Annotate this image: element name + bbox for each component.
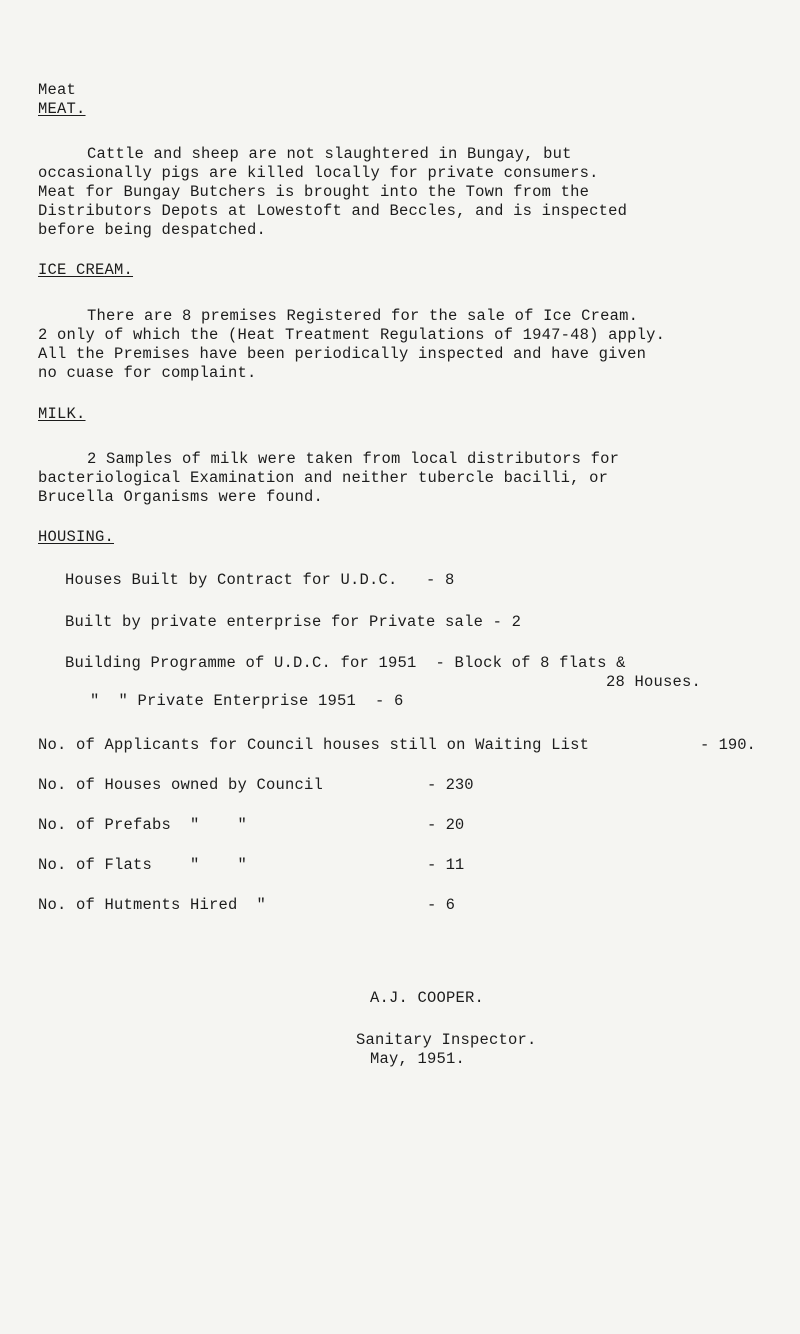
running-title: Meat [38,81,77,99]
signature-title: Sanitary Inspector. [356,1031,537,1049]
housing-programme-udc-continued: 28 Houses. [606,673,702,691]
housing-stat-label: No. of Flats " " [38,856,248,874]
milk-line-3: Brucella Organisms were found. [38,488,324,506]
milk-line-2: bacteriological Examination and neither tubercle bacilli, or [38,469,609,487]
meat-line-3: Meat for Bungay Butchers is brought into the Town from the [38,183,590,201]
signature-name: A.J. COOPER. [370,989,485,1007]
housing-stat-label: No. of Applicants for Council houses still on Waiting List [38,736,590,754]
housing-programme-private: " " Private Enterprise 1951 - 6 [90,692,404,710]
section-heading-milk: MILK. [38,405,86,423]
ice-cream-line-1: There are 8 premises Registered for the sale of Ice Cream. [87,307,639,325]
housing-stat-label: No. of Prefabs " " [38,816,248,834]
section-heading-meat: MEAT. [38,100,86,118]
signature-date: May, 1951. [370,1050,466,1068]
meat-line-1: Cattle and sheep are not slaughtered in Bungay, but [87,145,572,163]
housing-built-private: Built by private enterprise for Private sale - 2 [65,613,522,631]
housing-stat-label: No. of Houses owned by Council [38,776,324,794]
housing-stat-value: - 190. [700,736,756,754]
housing-stat-value: - 6 [427,896,455,914]
housing-stat-value: - 20 [427,816,465,834]
housing-stat-value: - 11 [427,856,465,874]
housing-programme-udc: Building Programme of U.D.C. for 1951 - Block of 8 flats & [65,654,626,672]
housing-built-contract: Houses Built by Contract for U.D.C. - 8 [65,571,455,589]
section-heading-housing: HOUSING. [38,528,115,546]
ice-cream-line-4: no cuase for complaint. [38,364,257,382]
ice-cream-line-3: All the Premises have been periodically inspected and have given [38,345,647,363]
housing-stat-value: - 230 [427,776,474,794]
meat-line-5: before being despatched. [38,221,267,239]
ice-cream-line-2: 2 only of which the (Heat Treatment Regulations of 1947-48) apply. [38,326,666,344]
housing-stat-label: No. of Hutments Hired " [38,896,267,914]
milk-line-1: 2 Samples of milk were taken from local distributors for [87,450,620,468]
meat-line-4: Distributors Depots at Lowestoft and Beccles, and is inspected [38,202,628,220]
meat-line-2: occasionally pigs are killed locally for private consumers. [38,164,599,182]
section-heading-ice-cream: ICE CREAM. [38,261,134,279]
